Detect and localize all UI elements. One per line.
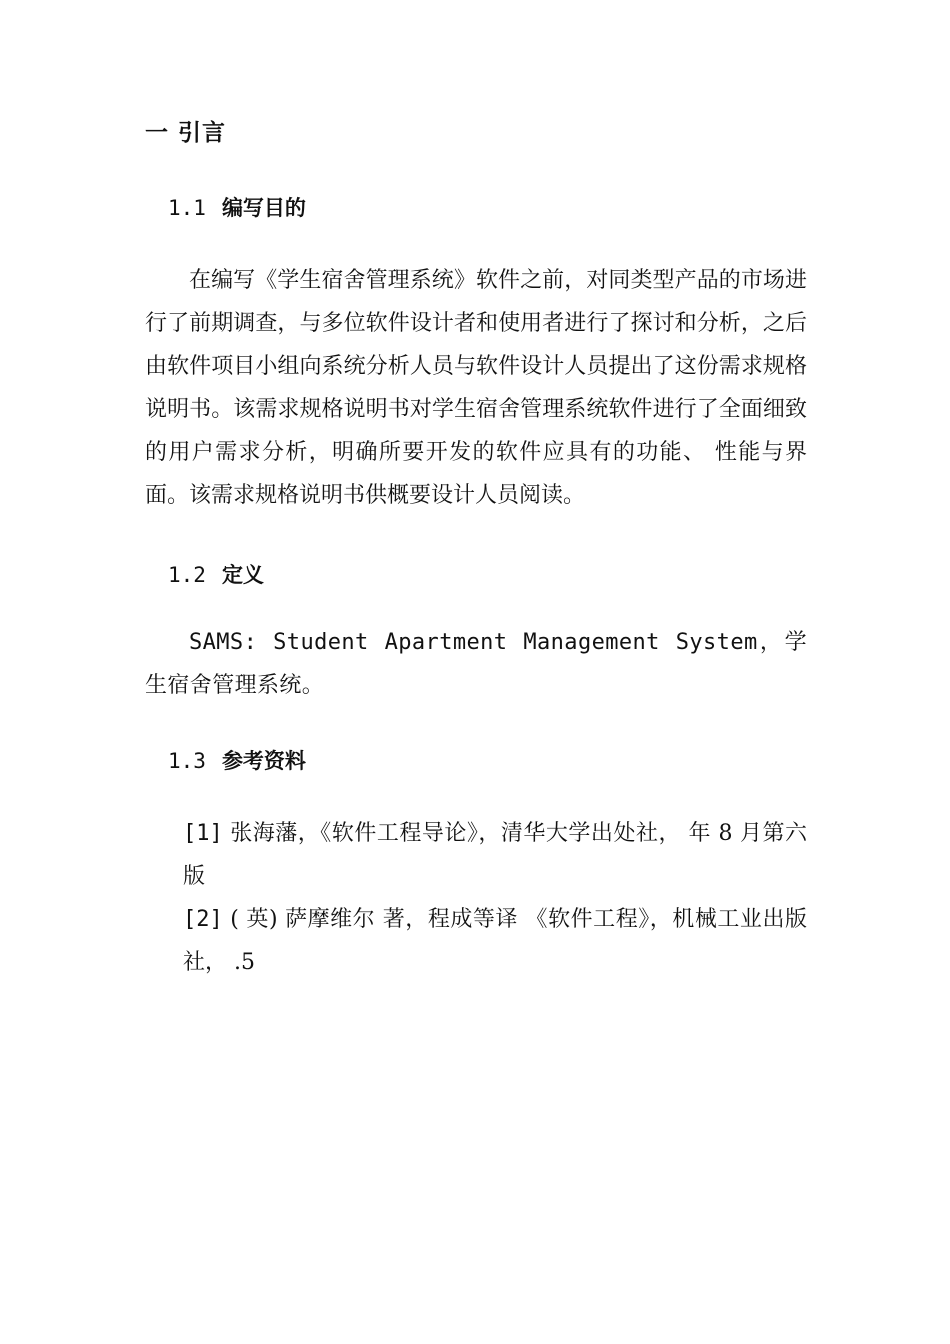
section-number: 1.2 (168, 563, 206, 587)
chapter-title: 一 引言 (145, 120, 227, 146)
section-heading-references (168, 745, 306, 775)
section-heading-definitions (168, 559, 264, 589)
section-title: 参考资料 (221, 749, 306, 773)
section-title: 定义 (221, 563, 264, 587)
section-number: 1.1 (168, 196, 206, 220)
reference-index: [1] (183, 821, 223, 846)
reference-index: [2] (183, 907, 223, 932)
purpose-paragraph: 在编写《学生宿舍管理系统》软件之前，对同类型产品的市场进行了前期调查，与多位软件设计者和使用者进行了探讨和分析，之后由软件项目小组向系统分析人员与软件设计人员提出了这份需求规格说明书。该需求规格说明书对学生宿舍管理系统软件进行了全面细致的用户需求分析，明确所要开发的软件应具有的功能、 性能与界面。该需求规格说明书供概要设计人员阅读。 (145, 268, 807, 508)
reference-list (183, 812, 807, 984)
reference-text: ( 英) 萨摩维尔 著，程成等译 《软件工程》，机械工业出版社， .5 (183, 907, 808, 975)
reference-item (183, 898, 807, 984)
reference-text: 张海藩，《软件工程导论》，清华大学出处社， 年 8 月第六版 (183, 821, 808, 889)
section-heading-purpose (168, 192, 306, 222)
definition-paragraph: SAMS: Student Apartment Management System，学生宿舍管理系统。 (145, 630, 807, 698)
reference-item (183, 812, 807, 898)
section-title: 编写目的 (221, 196, 306, 220)
section-number: 1.3 (168, 749, 206, 773)
